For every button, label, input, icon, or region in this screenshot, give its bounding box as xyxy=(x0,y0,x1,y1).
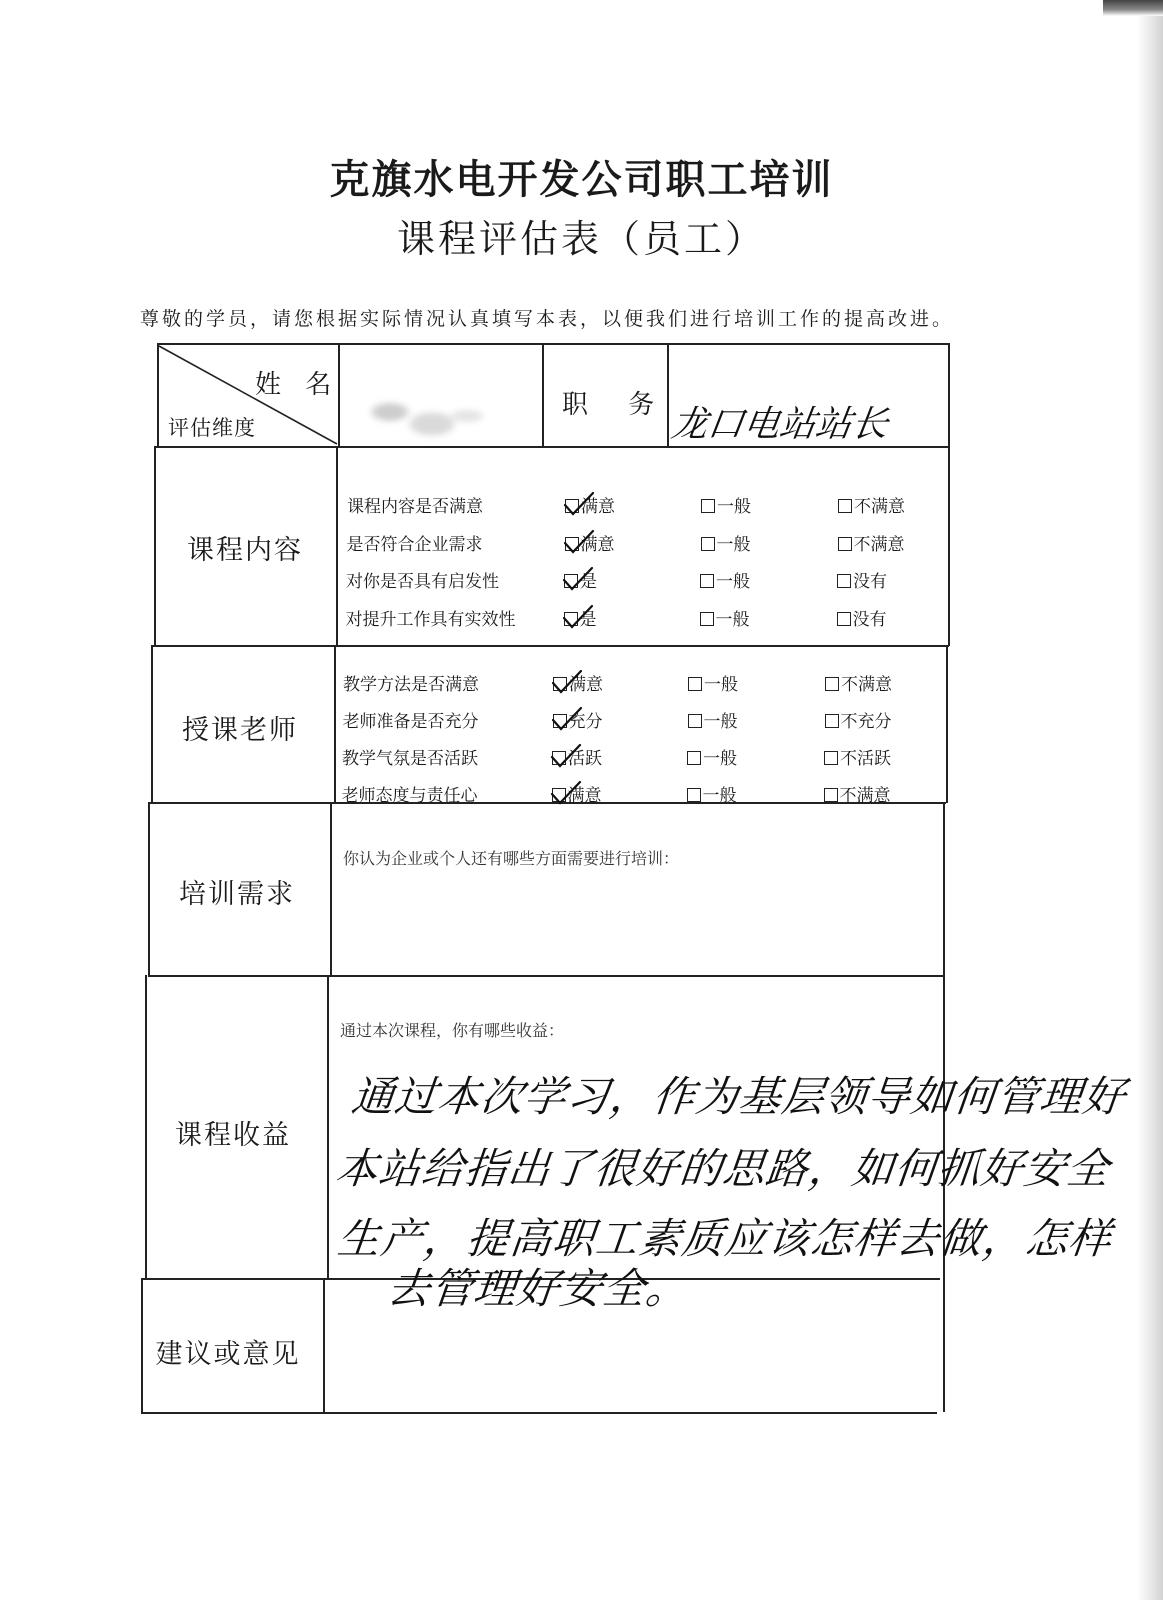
option-label: 满意 xyxy=(567,786,602,806)
checkbox[interactable] xyxy=(825,714,839,728)
question-text: 是否符合企业需求 xyxy=(346,534,483,555)
checkbox[interactable] xyxy=(564,612,578,626)
option-label: 满意 xyxy=(569,675,603,695)
checkbox[interactable] xyxy=(700,574,714,588)
checkmark-icon xyxy=(550,670,584,696)
option-label: 不满意 xyxy=(839,786,891,806)
section-label-suggestion: 建议或意见 xyxy=(155,1339,301,1370)
checkmark-icon xyxy=(562,530,596,556)
position-label: 职 务 xyxy=(562,390,671,420)
checkmark-icon xyxy=(561,567,595,593)
option-2[interactable] xyxy=(700,567,750,592)
option-label: 是 xyxy=(580,572,597,592)
checkbox[interactable] xyxy=(701,499,715,513)
section-label-teacher: 授课老师 xyxy=(182,715,298,746)
option-label: 活跃 xyxy=(568,749,602,769)
question-text: 教学方法是否满意 xyxy=(343,675,479,695)
option-1[interactable] xyxy=(565,530,615,555)
option-label: 不满意 xyxy=(853,534,905,555)
checkbox[interactable] xyxy=(837,612,851,626)
question-text: 对你是否具有启发性 xyxy=(346,572,499,592)
checkbox[interactable] xyxy=(688,677,702,691)
checkbox[interactable] xyxy=(553,677,567,691)
option-2[interactable] xyxy=(687,744,737,769)
option-1[interactable] xyxy=(565,492,615,517)
option-label: 不满意 xyxy=(841,675,892,695)
benefit-handwriting-line: 通过本次学习，作为基层领导如何管理好 xyxy=(349,1072,1129,1121)
dimension-label: 评估维度 xyxy=(168,416,256,440)
checkbox[interactable] xyxy=(838,537,852,551)
option-2[interactable] xyxy=(687,781,737,806)
checkbox[interactable] xyxy=(687,751,701,765)
option-label: 一般 xyxy=(703,712,738,732)
question-text: 老师准备是否充分 xyxy=(342,712,479,732)
option-2[interactable] xyxy=(701,530,751,555)
checkbox[interactable] xyxy=(701,537,715,551)
option-label: 一般 xyxy=(716,534,751,555)
option-3[interactable] xyxy=(838,492,905,517)
option-label: 满意 xyxy=(580,534,615,555)
position-handwritten: 龙口电站站长 xyxy=(668,404,891,445)
option-label: 满意 xyxy=(581,497,615,517)
checkmark-icon xyxy=(549,744,583,770)
question-text: 教学气氛是否活跃 xyxy=(342,749,478,769)
checkbox[interactable] xyxy=(565,499,579,513)
option-3[interactable] xyxy=(837,567,887,592)
checkbox[interactable] xyxy=(688,714,702,728)
needs-prompt: 你认为企业或个人还有哪些方面需要进行培训： xyxy=(343,849,680,868)
checkbox[interactable] xyxy=(552,788,566,802)
checkbox[interactable] xyxy=(824,751,838,765)
checkmark-icon xyxy=(562,492,596,518)
option-2[interactable] xyxy=(688,670,738,695)
checkbox[interactable] xyxy=(837,574,851,588)
option-label: 不活跃 xyxy=(840,749,891,769)
checkbox[interactable] xyxy=(824,788,838,802)
scan-corner-shadow xyxy=(1103,0,1163,16)
option-label: 一般 xyxy=(703,749,737,769)
option-label: 一般 xyxy=(717,497,751,517)
option-label: 充分 xyxy=(568,712,603,732)
option-1[interactable] xyxy=(552,781,602,806)
option-label: 一般 xyxy=(716,572,750,592)
checkbox[interactable] xyxy=(825,677,839,691)
checkbox[interactable] xyxy=(838,499,852,513)
option-2[interactable] xyxy=(688,707,738,732)
option-1[interactable] xyxy=(564,605,597,630)
option-3[interactable] xyxy=(824,744,891,769)
checkbox[interactable] xyxy=(700,612,714,626)
benefit-handwriting-line: 生产，提高职工素质应该怎样去做，怎样 xyxy=(335,1214,1115,1263)
benefit-handwriting-line: 去管理好安全。 xyxy=(385,1264,692,1313)
intro-text: 尊敬的学员，请您根据实际情况认真填写本表，以便我们进行培训工作的提高改进。 xyxy=(140,308,955,330)
option-1[interactable] xyxy=(552,744,602,769)
question-text: 课程内容是否满意 xyxy=(347,497,483,517)
option-label: 不满意 xyxy=(854,497,905,517)
option-3[interactable] xyxy=(837,605,887,630)
checkbox[interactable] xyxy=(564,574,578,588)
checkbox[interactable] xyxy=(565,537,579,551)
section-label-benefit: 课程收益 xyxy=(175,1120,291,1151)
checkbox[interactable] xyxy=(687,788,701,802)
option-label: 不充分 xyxy=(840,712,892,732)
name-label: 姓 名 xyxy=(255,370,340,400)
option-2[interactable] xyxy=(701,492,751,517)
option-label: 是 xyxy=(579,609,597,630)
option-1[interactable] xyxy=(564,567,597,592)
option-label: 一般 xyxy=(704,675,738,695)
benefit-prompt: 通过本次课程，你有哪些收益： xyxy=(340,1021,565,1040)
checkmark-icon xyxy=(549,781,583,807)
checkbox[interactable] xyxy=(552,751,566,765)
form-title: 克旗水电开发公司职工培训 xyxy=(329,156,834,203)
option-1[interactable] xyxy=(553,670,603,695)
checkbox[interactable] xyxy=(553,714,567,728)
option-label: 没有 xyxy=(853,572,887,592)
section-label-content: 课程内容 xyxy=(187,535,303,566)
form-subtitle: 课程评估表（员工） xyxy=(396,217,766,261)
option-3[interactable] xyxy=(838,530,905,555)
benefit-handwriting-line: 本站给指出了很好的思路，如何抓好安全 xyxy=(333,1144,1113,1193)
section-label-needs: 培训需求 xyxy=(179,879,295,910)
option-2[interactable] xyxy=(700,605,750,630)
option-label: 一般 xyxy=(702,786,737,806)
checkmark-icon xyxy=(550,707,584,733)
option-3[interactable] xyxy=(825,707,892,732)
question-text: 对提升工作具有实效性 xyxy=(345,609,516,630)
checkmark-icon xyxy=(561,605,595,631)
option-label: 没有 xyxy=(852,609,887,630)
redacted-name xyxy=(348,380,488,460)
option-1[interactable] xyxy=(553,707,603,732)
question-text: 老师态度与责任心 xyxy=(341,786,478,806)
option-3[interactable] xyxy=(825,670,892,695)
option-label: 一般 xyxy=(715,609,750,630)
option-3[interactable] xyxy=(824,781,891,806)
